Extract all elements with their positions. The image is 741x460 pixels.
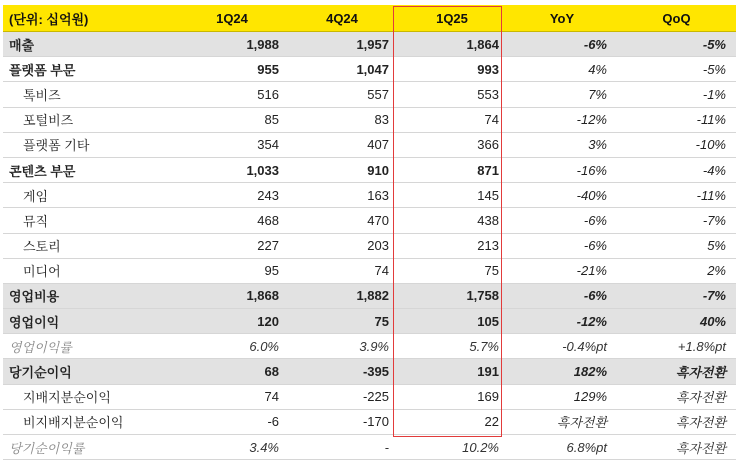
cell-qoq: -11%: [617, 107, 736, 132]
cell-yoy: -12%: [507, 107, 617, 132]
cell-1q25: 75: [397, 258, 507, 283]
cell-qoq: +1.8%pt: [617, 334, 736, 359]
cell-qoq: -5%: [617, 32, 736, 57]
cell-1q24: 468: [177, 208, 287, 233]
row-label: 당기순이익률: [3, 435, 177, 460]
row-label: 뮤직: [3, 208, 177, 233]
row-label: 비지배지분순이익: [3, 409, 177, 434]
table-row: [3, 157, 736, 182]
cell-qoq: 5%: [617, 233, 736, 258]
cell-yoy: -16%: [507, 157, 617, 182]
cell-1q24: 227: [177, 233, 287, 258]
cell-1q25: 1,758: [397, 283, 507, 308]
cell-yoy: -40%: [507, 183, 617, 208]
cell-1q24: 95: [177, 258, 287, 283]
cell-1q25: 993: [397, 57, 507, 82]
cell-1q25: 145: [397, 183, 507, 208]
cell-1q24: 243: [177, 183, 287, 208]
col-header-qoq: QoQ: [617, 5, 736, 32]
cell-1q25: 366: [397, 132, 507, 157]
col-header-yoy: YoY: [507, 5, 617, 32]
cell-1q24: 354: [177, 132, 287, 157]
cell-1q24: 1,988: [177, 32, 287, 57]
row-label: 영업비용: [3, 283, 177, 308]
unit-label: (단위: 십억원): [3, 5, 177, 32]
row-label: 톡비즈: [3, 82, 177, 107]
row-label: 미디어: [3, 258, 177, 283]
col-header-1q24: 1Q24: [177, 5, 287, 32]
cell-yoy: 129%: [507, 384, 617, 409]
financial-results-table: [3, 5, 736, 460]
table-row: [3, 435, 736, 460]
cell-qoq: 40%: [617, 309, 736, 334]
cell-1q25: 10.2%: [397, 435, 507, 460]
cell-1q25: 1,864: [397, 32, 507, 57]
cell-4q24: -395: [287, 359, 397, 384]
cell-4q24: 910: [287, 157, 397, 182]
cell-1q25: 438: [397, 208, 507, 233]
row-label: 콘텐츠 부문: [3, 157, 177, 182]
header-row: [3, 5, 736, 32]
cell-qoq: -4%: [617, 157, 736, 182]
cell-yoy: -0.4%pt: [507, 334, 617, 359]
cell-4q24: 75: [287, 309, 397, 334]
cell-4q24: 470: [287, 208, 397, 233]
cell-qoq: 2%: [617, 258, 736, 283]
cell-1q24: 3.4%: [177, 435, 287, 460]
table-row: [3, 132, 736, 157]
table-row: [3, 258, 736, 283]
cell-4q24: 1,047: [287, 57, 397, 82]
row-label: 게임: [3, 183, 177, 208]
cell-qoq: 흑자전환: [617, 435, 736, 460]
col-header-1q25: 1Q25: [397, 5, 507, 32]
cell-qoq: -7%: [617, 283, 736, 308]
table-row: [3, 359, 736, 384]
row-label: 매출: [3, 32, 177, 57]
cell-4q24: 407: [287, 132, 397, 157]
cell-1q25: 5.7%: [397, 334, 507, 359]
cell-yoy: 6.8%pt: [507, 435, 617, 460]
cell-1q25: 105: [397, 309, 507, 334]
row-label: 영업이익: [3, 309, 177, 334]
table-row: [3, 183, 736, 208]
table-row: [3, 57, 736, 82]
cell-yoy: 흑자전환: [507, 409, 617, 434]
cell-yoy: -6%: [507, 283, 617, 308]
col-header-4q24: 4Q24: [287, 5, 397, 32]
cell-yoy: -12%: [507, 309, 617, 334]
cell-1q24: 1,033: [177, 157, 287, 182]
row-label: 포털비즈: [3, 107, 177, 132]
cell-1q24: 68: [177, 359, 287, 384]
cell-1q24: -6: [177, 409, 287, 434]
cell-qoq: -7%: [617, 208, 736, 233]
row-label: 스토리: [3, 233, 177, 258]
cell-yoy: -6%: [507, 233, 617, 258]
cell-yoy: 182%: [507, 359, 617, 384]
row-label: 플랫폼 기타: [3, 132, 177, 157]
cell-1q24: 1,868: [177, 283, 287, 308]
table-row: [3, 107, 736, 132]
cell-1q25: 22: [397, 409, 507, 434]
cell-1q24: 74: [177, 384, 287, 409]
table-row: [3, 82, 736, 107]
cell-4q24: -170: [287, 409, 397, 434]
cell-4q24: -: [287, 435, 397, 460]
table-row: [3, 384, 736, 409]
table-row: [3, 409, 736, 434]
cell-qoq: 흑자전환: [617, 359, 736, 384]
cell-yoy: 3%: [507, 132, 617, 157]
cell-qoq: -1%: [617, 82, 736, 107]
cell-qoq: -11%: [617, 183, 736, 208]
cell-1q24: 120: [177, 309, 287, 334]
cell-4q24: 163: [287, 183, 397, 208]
cell-4q24: -225: [287, 384, 397, 409]
row-label: 지배지분순이익: [3, 384, 177, 409]
cell-4q24: 3.9%: [287, 334, 397, 359]
cell-1q25: 871: [397, 157, 507, 182]
cell-4q24: 1,882: [287, 283, 397, 308]
cell-yoy: 4%: [507, 57, 617, 82]
table-row: [3, 32, 736, 57]
cell-1q24: 6.0%: [177, 334, 287, 359]
cell-4q24: 1,957: [287, 32, 397, 57]
table-row: [3, 309, 736, 334]
row-label: 영업이익률: [3, 334, 177, 359]
row-label: 플랫폼 부문: [3, 57, 177, 82]
cell-1q24: 955: [177, 57, 287, 82]
cell-4q24: 203: [287, 233, 397, 258]
cell-1q24: 516: [177, 82, 287, 107]
cell-qoq: 흑자전환: [617, 384, 736, 409]
cell-qoq: -10%: [617, 132, 736, 157]
cell-1q25: 191: [397, 359, 507, 384]
cell-4q24: 83: [287, 107, 397, 132]
cell-yoy: -21%: [507, 258, 617, 283]
cell-1q25: 213: [397, 233, 507, 258]
table-row: [3, 334, 736, 359]
cell-qoq: -5%: [617, 57, 736, 82]
cell-yoy: -6%: [507, 32, 617, 57]
cell-4q24: 557: [287, 82, 397, 107]
cell-qoq: 흑자전환: [617, 409, 736, 434]
cell-1q25: 553: [397, 82, 507, 107]
table-row: [3, 283, 736, 308]
cell-1q25: 74: [397, 107, 507, 132]
cell-1q24: 85: [177, 107, 287, 132]
row-label: 당기순이익: [3, 359, 177, 384]
cell-4q24: 74: [287, 258, 397, 283]
table-row: [3, 233, 736, 258]
table-row: [3, 208, 736, 233]
cell-1q25: 169: [397, 384, 507, 409]
cell-yoy: 7%: [507, 82, 617, 107]
cell-yoy: -6%: [507, 208, 617, 233]
